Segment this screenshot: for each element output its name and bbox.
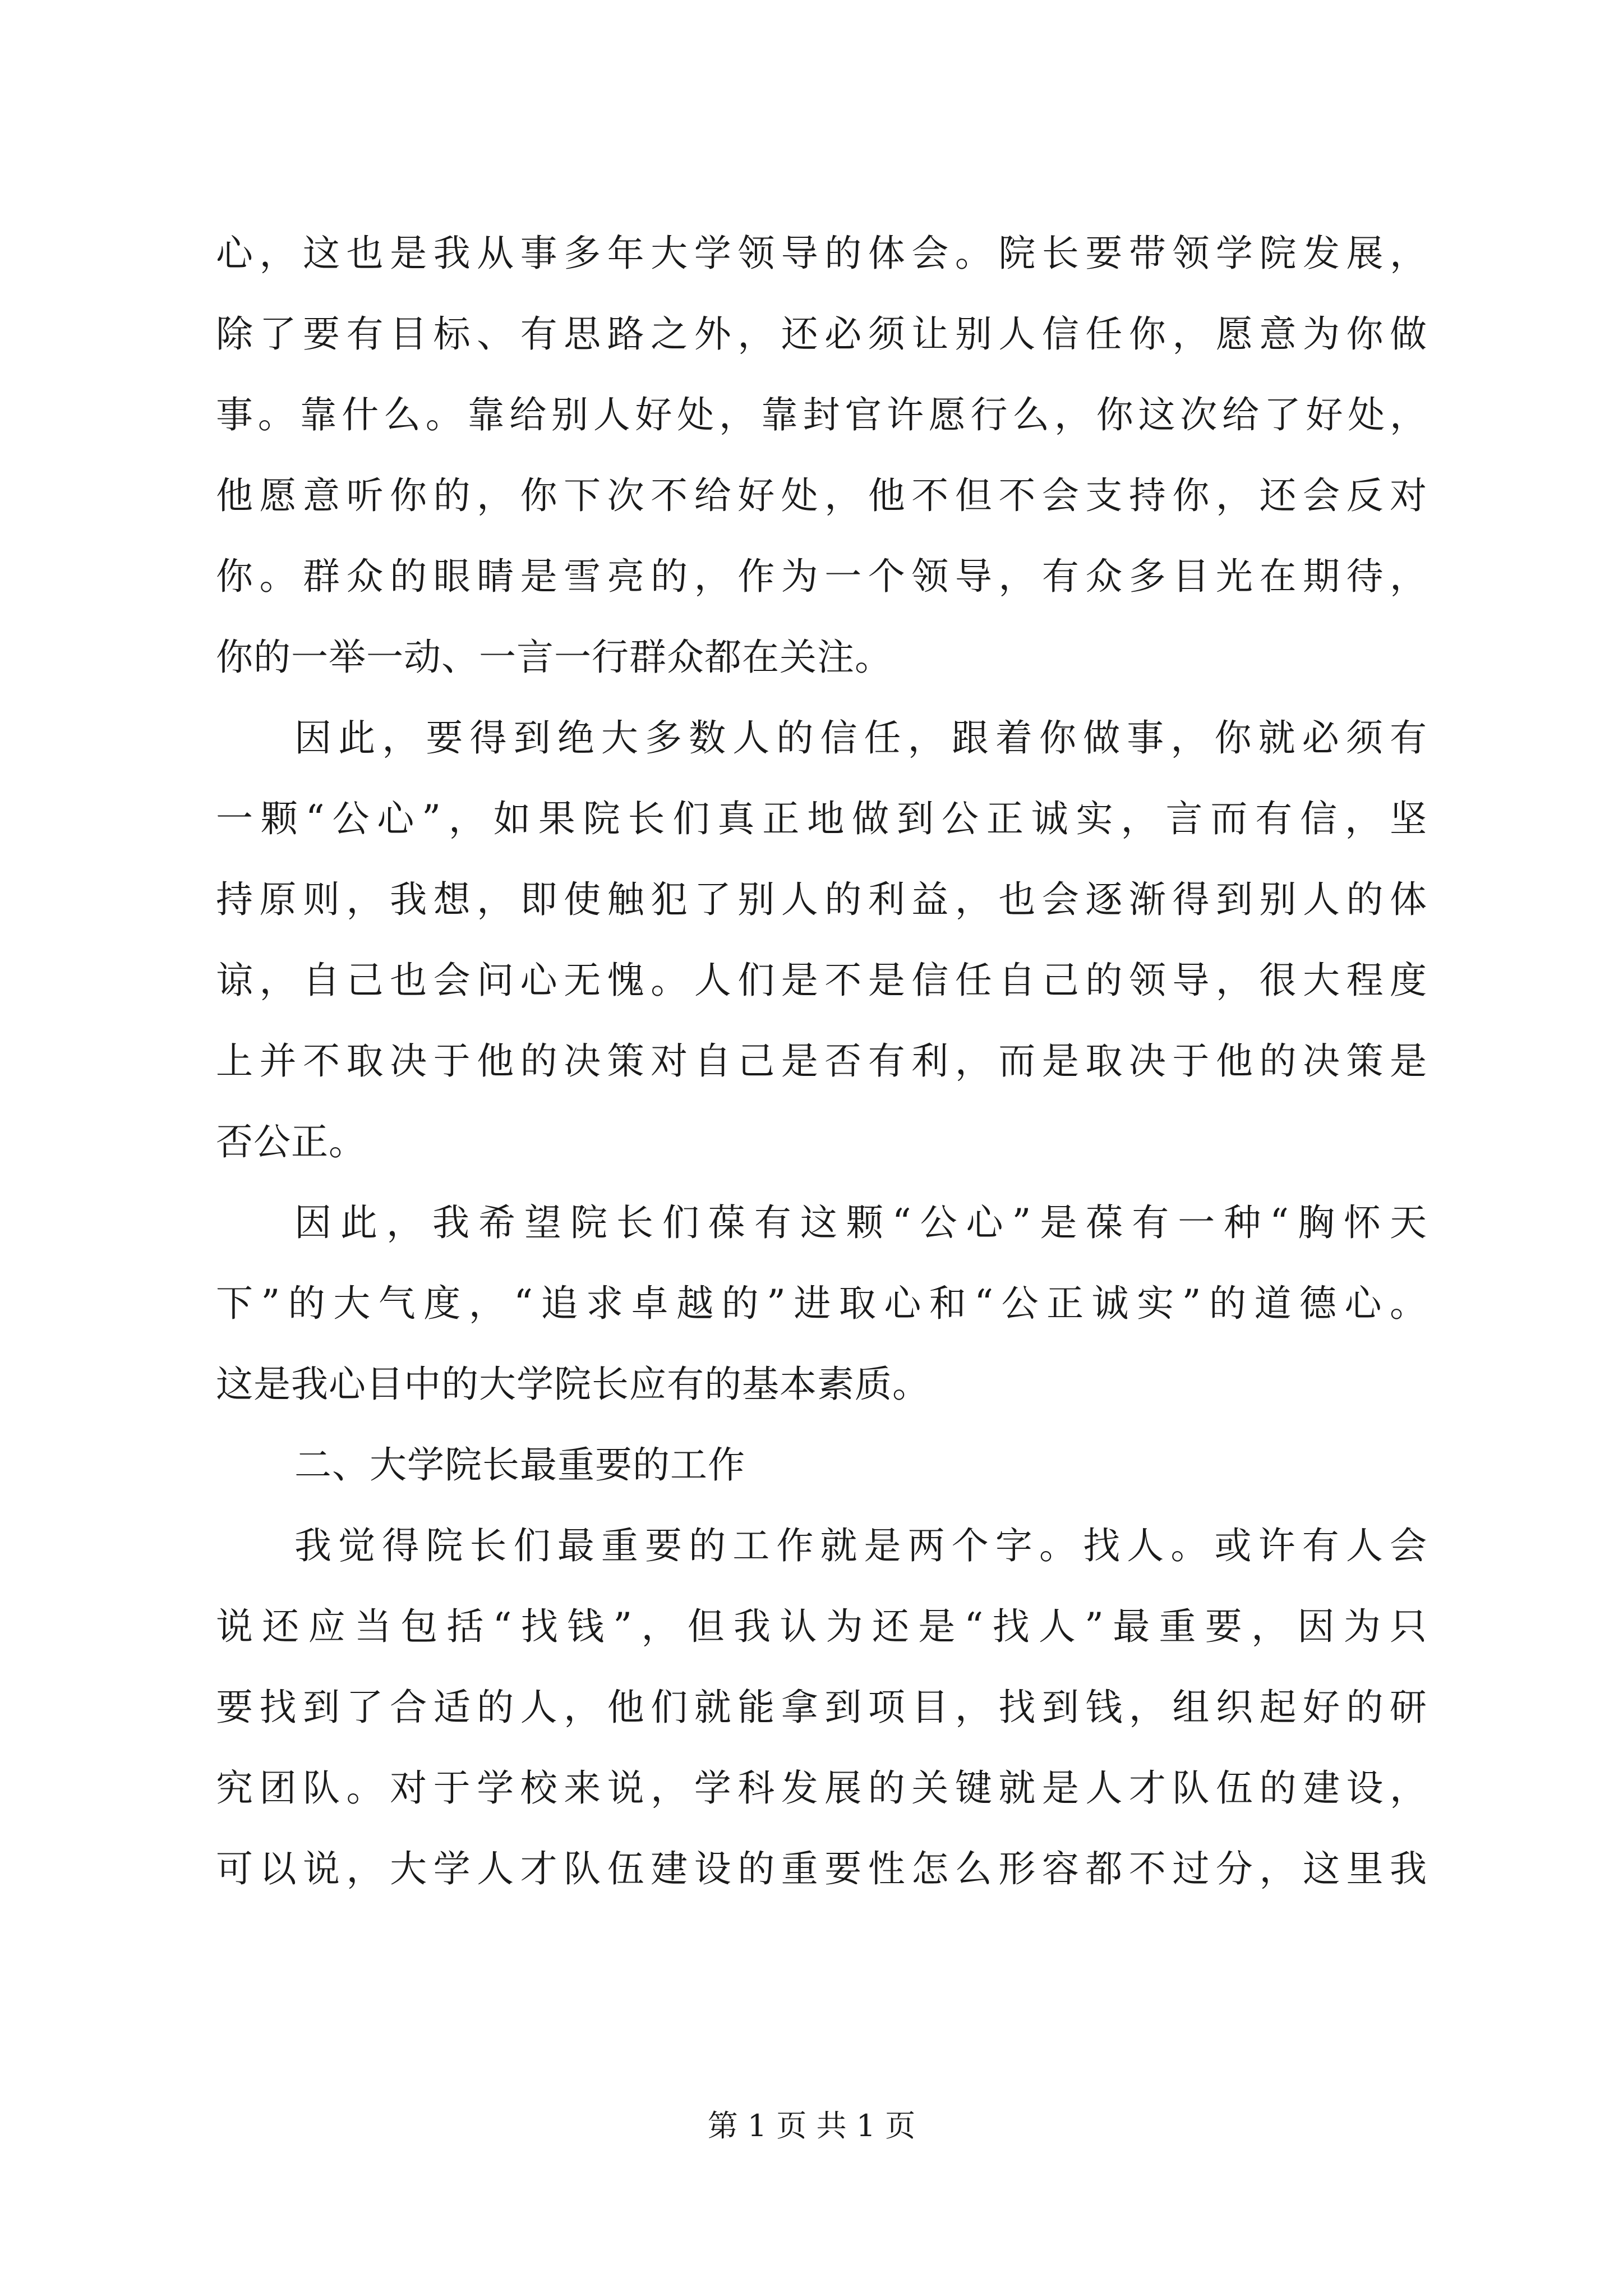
text-line: 要找到了合适的人，他们就能拿到项目，找到钱，组织起好的研: [216, 1686, 1427, 1729]
text-line: 可以说，大学人才队伍建设的重要性怎么形容都不过分，这里我: [216, 1847, 1427, 1890]
text-line: 一颗“公心”，如果院长们真正地做到公正诚实，言而有信，坚: [216, 797, 1427, 840]
text-line: 说还应当包括“找钱”，但我认为还是“找人”最重要，因为只: [216, 1605, 1427, 1648]
section-heading: 二、大学院长最重要的工作: [294, 1443, 745, 1487]
text-line: 下”的大气度，“追求卓越的”进取心和“公正诚实”的道德心。: [216, 1282, 1427, 1325]
text-line: 事。靠什么。靠给别人好处，靠封官许愿行么，你这次给了好处，: [216, 393, 1427, 436]
document-body: [216, 213, 1427, 1910]
text-line: 究团队。对于学校来说，学科发展的关键就是人才队伍的建设，: [216, 1766, 1427, 1810]
text-line: 上并不取决于他的决策对自己是否有利，而是取决于他的决策是: [216, 1039, 1427, 1083]
text-line: 心，这也是我从事多年大学领导的体会。院长要带领学院发展，: [216, 232, 1427, 275]
text-line: 你的一举一动、一言一行群众都在关注。: [216, 636, 892, 679]
paragraph-first-line: 因此，我希望院长们葆有这颗“公心”是葆有一种“胸怀天: [294, 1201, 1427, 1244]
paragraph-first-line: 因此，要得到绝大多数人的信任，跟着你做事，你就必须有: [294, 716, 1427, 760]
page-footer: [0, 2106, 1623, 2146]
text-line: 谅，自己也会问心无愧。人们是不是信任自己的领导，很大程度: [216, 959, 1427, 1002]
text-line: 否公正。: [216, 1120, 366, 1163]
text-line: 持原则，我想，即使触犯了别人的利益，也会逐渐得到别人的体: [216, 878, 1427, 921]
page-number-label: 第 1 页 共 1 页: [707, 2108, 916, 2143]
text-line: 他愿意听你的，你下次不给好处，他不但不会支持你，还会反对: [216, 474, 1427, 517]
text-line: 这是我心目中的大学院长应有的基本素质。: [216, 1363, 930, 1406]
text-line: 你。群众的眼睛是雪亮的，作为一个领导，有众多目光在期待，: [216, 555, 1427, 598]
text-line: 除了要有目标、有思路之外，还必须让别人信任你，愿意为你做: [216, 312, 1427, 356]
paragraph-first-line: 我觉得院长们最重要的工作就是两个字。找人。或许有人会: [294, 1524, 1427, 1567]
